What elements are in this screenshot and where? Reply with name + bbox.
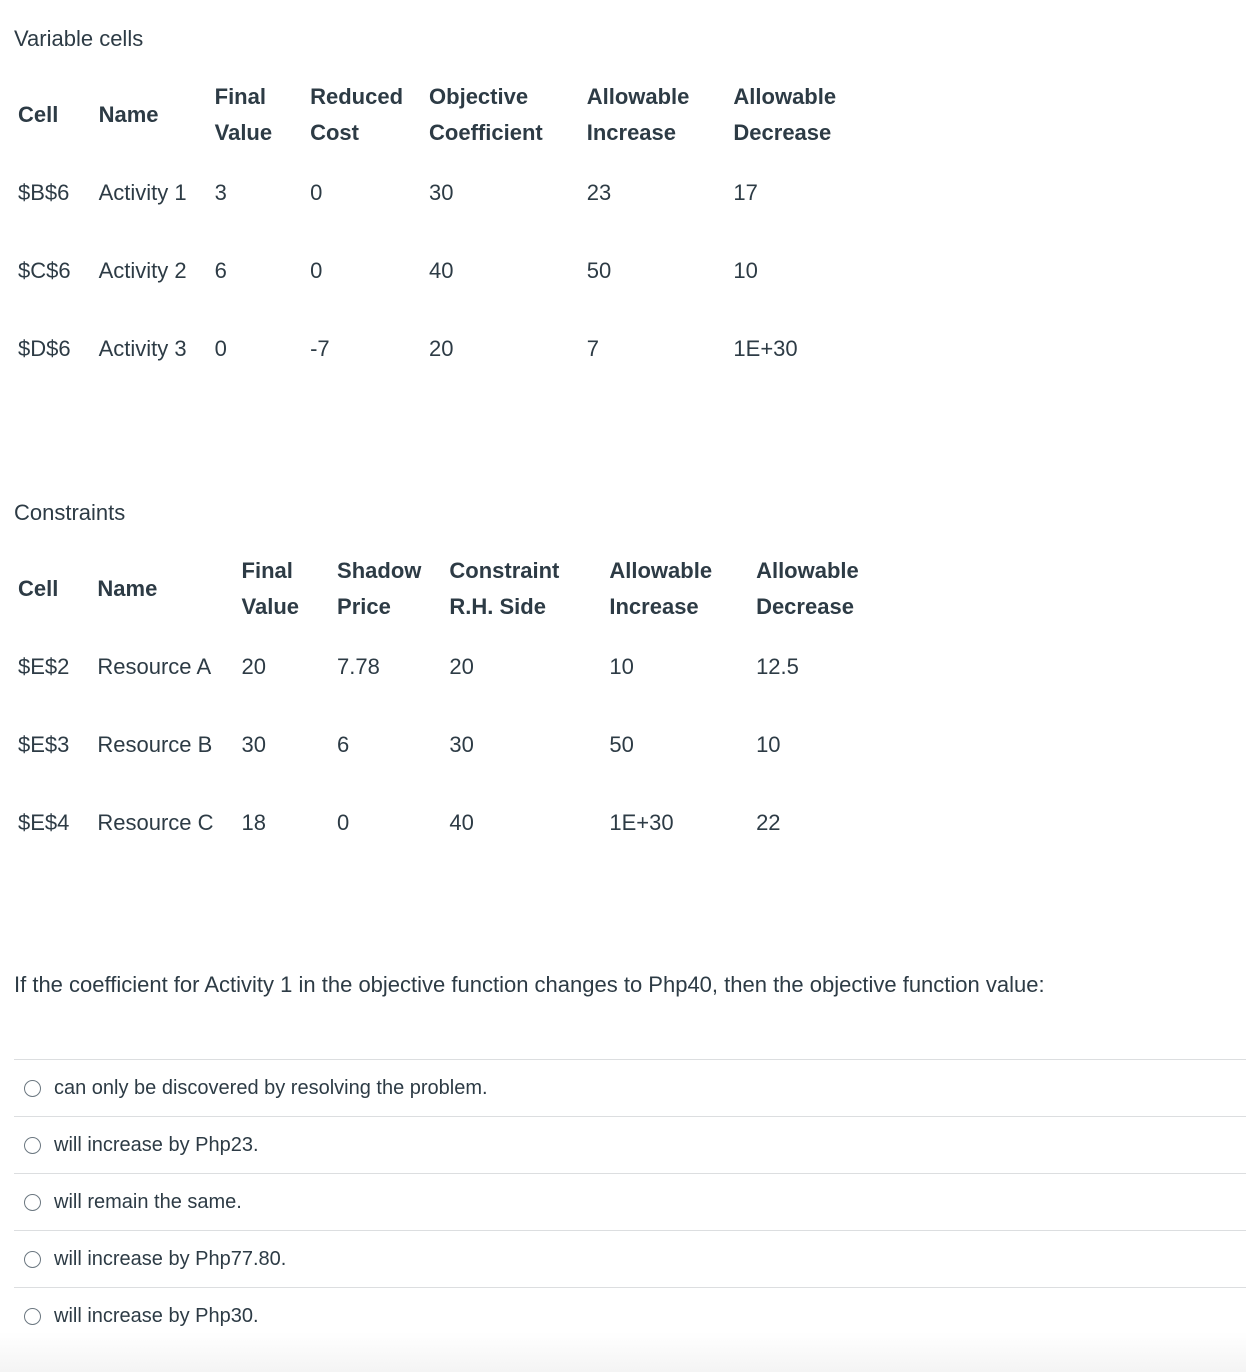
cell-allowable-decrease: 10 [756,732,781,757]
cell-allowable-decrease: 22 [756,810,781,835]
cell-ref: $E$3 [18,732,70,757]
cell-name: Resource A [97,654,212,679]
header-constraint-rh-side: Constraint R.H. Side [449,558,560,619]
cell-allowable-decrease: 17 [733,180,758,205]
question-text: If the coefficient for Activity 1 in the objective function changes to Php40, then the objective function value: [14,972,1045,997]
radio-button[interactable] [24,1137,41,1154]
cell-allowable-increase: 10 [609,654,634,679]
constraints-table [4,550,873,862]
table-row [4,784,873,862]
cell-reduced-cost: 0 [310,258,323,283]
answer-list [14,1059,1246,1344]
cell-final-value: 18 [241,810,267,835]
header-cell: Cell [18,576,59,601]
constraints-title: Constraints [14,500,126,525]
cell-shadow-price: 6 [337,732,350,757]
cell-final-value: 3 [214,180,227,205]
answer-label: will increase by Php30. [54,1304,259,1327]
cell-name: Activity 1 [98,180,187,205]
cell-constraint-rh-side: 20 [449,654,474,679]
answer-option[interactable] [14,1116,1246,1173]
header-allowable-decrease: Allowable Decrease [733,84,837,145]
cell-constraint-rh-side: 40 [449,810,474,835]
cell-reduced-cost: -7 [310,336,330,361]
cell-final-value: 20 [241,654,267,679]
cell-shadow-price: 0 [337,810,350,835]
header-cell: Cell [18,102,59,127]
table-row [4,628,873,706]
cell-ref: $E$4 [18,810,70,835]
table-row [4,154,850,232]
answer-option[interactable] [14,1173,1246,1230]
cell-final-value: 0 [214,336,227,361]
header-allowable-increase: Allowable Increase [609,558,713,619]
cell-reduced-cost: 0 [310,180,323,205]
header-name: Name [98,102,159,127]
header-allowable-increase: Allowable Increase [586,84,690,145]
radio-button[interactable] [24,1080,41,1097]
cell-allowable-increase: 1E+30 [609,810,674,835]
cell-objective-coefficient: 30 [429,180,454,205]
bottom-fade [0,1332,1246,1372]
cell-allowable-increase: 23 [586,180,612,205]
header-final-value: Final Value [241,558,300,619]
radio-button[interactable] [24,1308,41,1325]
answer-label: can only be discovered by resolving the problem. [54,1076,488,1099]
header-final-value: Final Value [214,84,273,145]
cell-allowable-increase: 50 [609,732,634,757]
answer-option[interactable] [14,1230,1246,1287]
header-objective-coefficient: Objective Coefficient [429,84,543,145]
cell-objective-coefficient: 20 [429,336,454,361]
cell-name: Resource B [97,732,213,757]
cell-ref: $D$6 [18,336,71,361]
answer-label: will increase by Php77.80. [54,1247,287,1270]
answer-label: will remain the same. [54,1190,242,1213]
cell-ref: $C$6 [18,258,71,283]
table-row [4,310,850,388]
variable-cells-table [4,76,850,388]
cell-allowable-decrease: 1E+30 [733,336,798,361]
table-row [4,232,850,310]
cell-ref: $E$2 [18,654,70,679]
table-header-row [4,550,873,628]
cell-allowable-decrease: 10 [733,258,758,283]
answer-option[interactable] [14,1059,1246,1116]
cell-objective-coefficient: 40 [429,258,454,283]
header-shadow-price: Shadow Price [337,558,422,619]
header-allowable-decrease: Allowable Decrease [756,558,859,619]
variable-cells-title: Variable cells [14,26,144,51]
cell-name: Activity 2 [98,258,187,283]
cell-name: Resource C [97,810,214,835]
cell-ref: $B$6 [18,180,70,205]
radio-button[interactable] [24,1194,41,1211]
table-row [4,706,873,784]
cell-shadow-price: 7.78 [337,654,380,679]
table-header-row [4,76,850,154]
cell-allowable-increase: 7 [586,336,599,361]
cell-constraint-rh-side: 30 [449,732,474,757]
radio-button[interactable] [24,1251,41,1268]
header-reduced-cost: Reduced Cost [310,84,404,145]
cell-allowable-increase: 50 [586,258,612,283]
answer-label: will increase by Php23. [54,1133,259,1156]
cell-name: Activity 3 [98,336,187,361]
cell-final-value: 30 [241,732,267,757]
header-name: Name [97,576,158,601]
cell-final-value: 6 [214,258,227,283]
cell-allowable-decrease: 12.5 [756,654,799,679]
